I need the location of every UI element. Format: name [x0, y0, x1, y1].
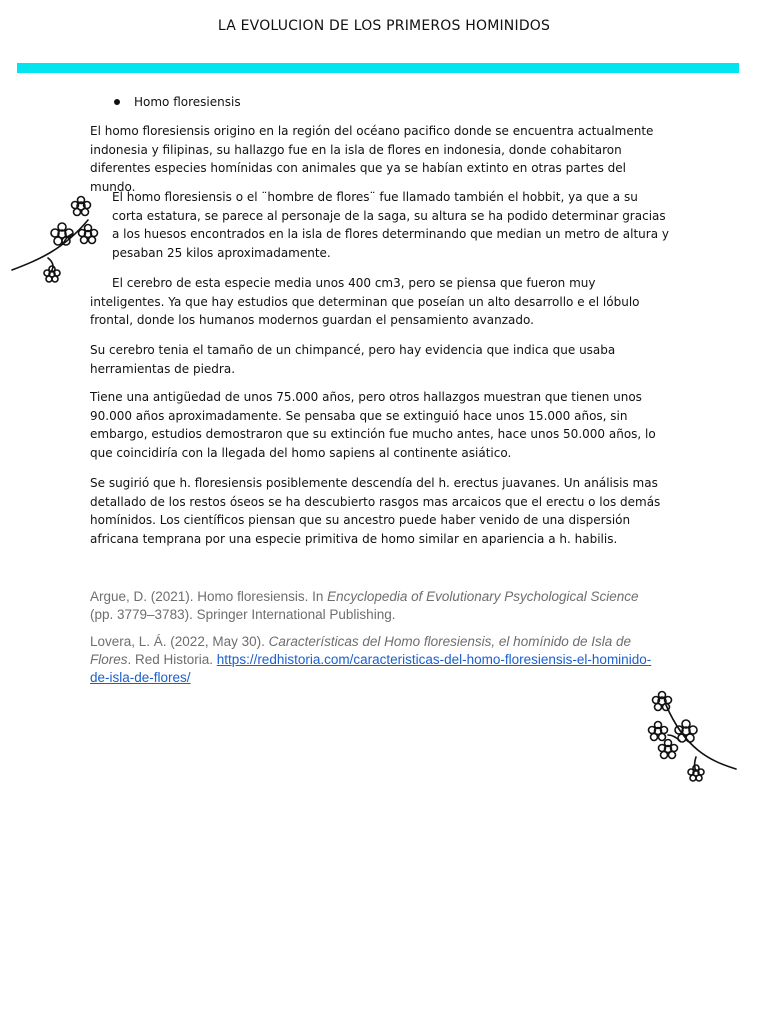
paragraph-tools: Su cerebro tenia el tamaño de un chimpancé, pero hay evidencia que indica que usaba herramientas de piedra. — [90, 343, 616, 376]
paragraph-age: Tiene una antigüedad de unos 75.000 años, pero otros hallazgos muestran que tienen unos 90.000 años aproximadamente. Se pensaba que se extinguió hace unos 15.000 años, sin embargo, estudios demostraron que su extinción fue mucho antes, hace unos 50.000 años, lo que coincidiría con la llegada del homo sapiens al continente asiático. — [90, 390, 656, 460]
document-title: LA EVOLUCION DE LOS PRIMEROS HOMINIDOS — [217, 18, 551, 34]
paragraph-brain: El cerebro de esta especie media unos 400 cm3, pero se piensa que fueron muy inteligentes. Ya que hay estudios que determinan que poseían un alto desarrollo e el lóbulo frontal, donde los humanos modernos guardan el pensamiento avanzado. — [90, 276, 640, 327]
section-bullet — [114, 95, 241, 109]
reference-1: Argue, D. (2021). Homo floresiensis. In Encyclopedia of Evolutionary Psychological Science (pp. 3779–3783). Springer International Publishing. — [90, 589, 639, 622]
reference-2-link[interactable]: https://redhistoria.com/caracteristicas-del-homo-floresiensis-el-hominido-de-isla-de-flores/ — [90, 652, 652, 685]
bullet-dot-icon — [114, 99, 120, 105]
accent-rule — [17, 63, 739, 73]
paragraph-ancestry: Se sugirió que h. floresiensis posiblemente descendía del h. erectus juavanes. Un análisis mas detallado de los restos óseos se ha descubierto rasgos mas arcaicos que el erectu o los demás homínidos. Los científicos piensan que su ancestro puede haber venido de una dispersión africana temprana por una especie primitiva de homo similar en apariencia a h. habilis. — [90, 476, 661, 546]
cherry-blossom-branch-icon — [8, 190, 108, 290]
paragraph-hobbit: El homo floresiensis o el ¨hombre de flores¨ fue llamado también el hobbit, ya que a su corta estatura, se parece al personaje de la saga, su altura se ha podido determinar gracias a los huesos encontrados en la isla de flores determinando que median un metro de altura y pesaban 25 kilos aproximadamente. — [112, 190, 669, 260]
reference-2: Lovera, L. Á. (2022, May 30). Características del Homo floresiensis, el homínido de Isla de Flores. Red Historia. https://redhistoria.com/caracteristicas-del-homo-floresiensis-el-hominido-de-isla-de-flores/ — [90, 634, 652, 685]
reference-2-title: Características del Homo floresiensis, el homínido de Isla de Flores — [90, 634, 632, 667]
reference-1-title: Encyclopedia of Evolutionary Psychological Science — [327, 589, 639, 604]
cherry-blossom-branch-icon — [640, 685, 740, 785]
bullet-label: Homo floresiensis — [134, 95, 241, 109]
paragraph-origin: El homo floresiensis origino en la región del océano pacifico donde se encuentra actualmente indonesia y filipinas, su hallazgo fue en la isla de flores en indonesia, donde cohabitaron diferentes especies homínidas con animales que ya se habían extinto en otras partes del mundo. — [90, 124, 654, 194]
